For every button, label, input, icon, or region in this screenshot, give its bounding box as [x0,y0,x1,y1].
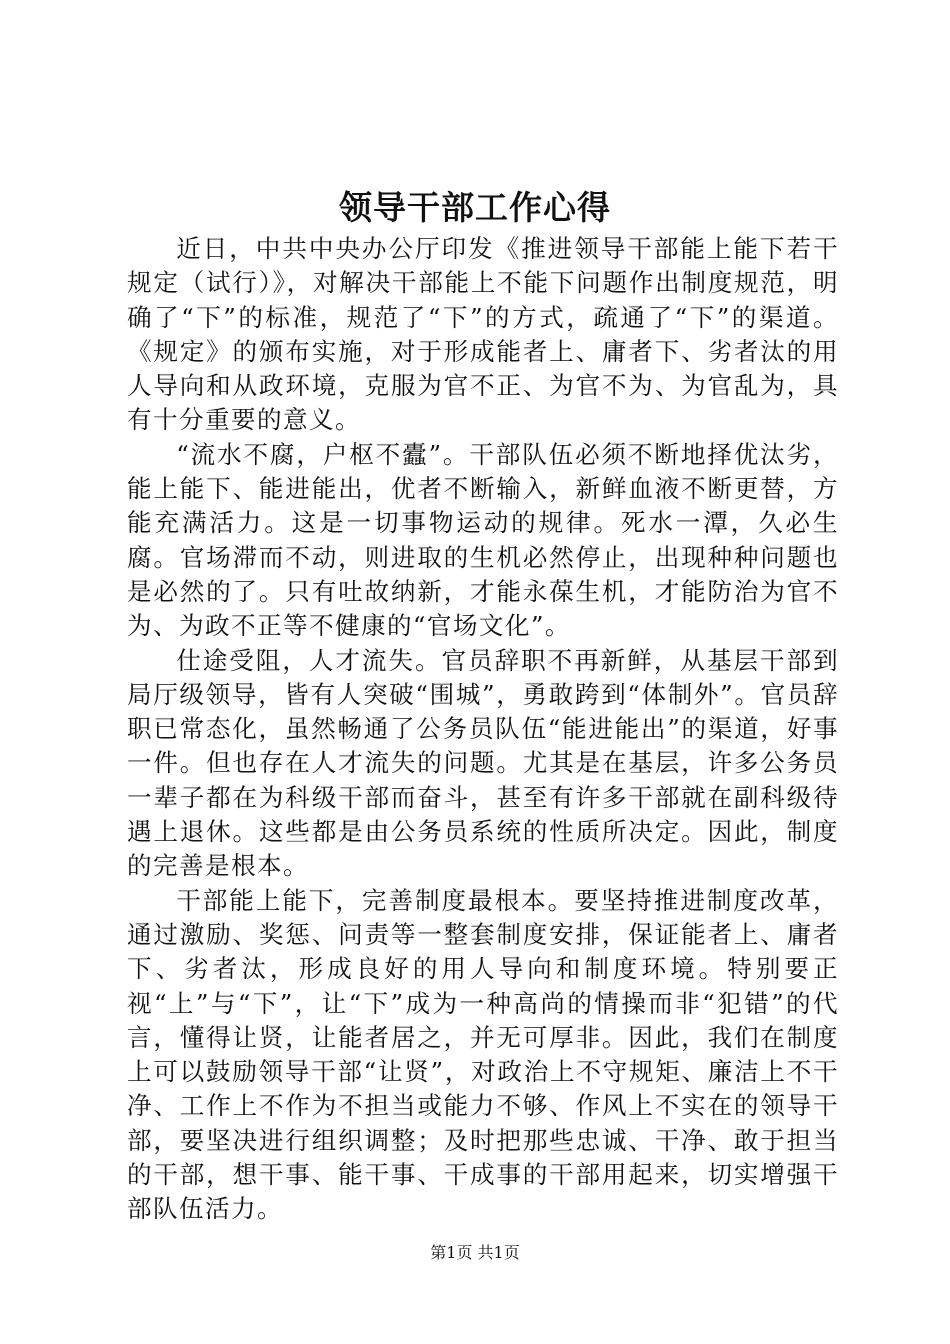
document-body [127,232,839,1227]
paragraph-3: 仕途受阻，人才流失。官员辞职不再新鲜，从基层干部到局厅级领导，皆有人突破“围城”，勇敢跨到“体制外”。官员辞职已常态化，虽然畅通了公务员队伍“能进能出”的渠道，好事一件。但也存在人才流失的问题。尤其是在基层，许多公务员一辈子都在为科级干部而奋斗，甚至有许多干部就在副科级待遇上退休。这些都是由公务员系统的性质所决定。因此，制度的完善是根本。 [127,645,839,881]
paragraph-1: 近日，中共中央办公厅印发《推进领导干部能上能下若干规定（试行）》，对解决干部能上不能下问题作出制度规范，明确了“下”的标准，规范了“下”的方式，疏通了“下”的渠道。《规定》的颁布实施，对于形成能者上、庸者下、劣者汰的用人导向和从政环境，克服为官不正、为官不为、为官乱为，具有十分重要的意义。 [127,234,839,435]
page-footer: 第1页 共1页 [430,1243,520,1262]
document-title: 领导干部工作心得 [339,188,611,227]
paragraph-4: 干部能上能下，完善制度最根本。要坚持推进制度改革，通过激励、奖惩、问责等一整套制度安排，保证能者上、庸者下、劣者汰，形成良好的用人导向和制度环境。特别要正视“上”与“下”，让“下”成为一种高尚的情操而非“犯错”的代言，懂得让贤，让能者居之，并无可厚非。因此，我们在制度上可以鼓励领导干部“让贤”，对政治上不守规矩、廉洁上不干净、工作上不作为不担当或能力不够、作风上不实在的领导干部，要坚决进行组织调整；及时把那些忠诚、干净、敢于担当的干部，想干事、能干事、干成事的干部用起来，切实增强干部队伍活力。 [127,885,839,1224]
paragraph-2: “流水不腐，户枢不蠹”。干部队伍必须不断地择优汰劣，能上能下、能进能出，优者不断输入，新鲜血液不断更替，方能充满活力。这是一切事物运动的规律。死水一潭，久必生腐。官场滞而不动，则进取的生机必然停止，出现种种问题也是必然的了。只有吐故纳新，才能永葆生机，才能防治为官不为、为政不正等不健康的“官场文化”。 [127,439,839,641]
